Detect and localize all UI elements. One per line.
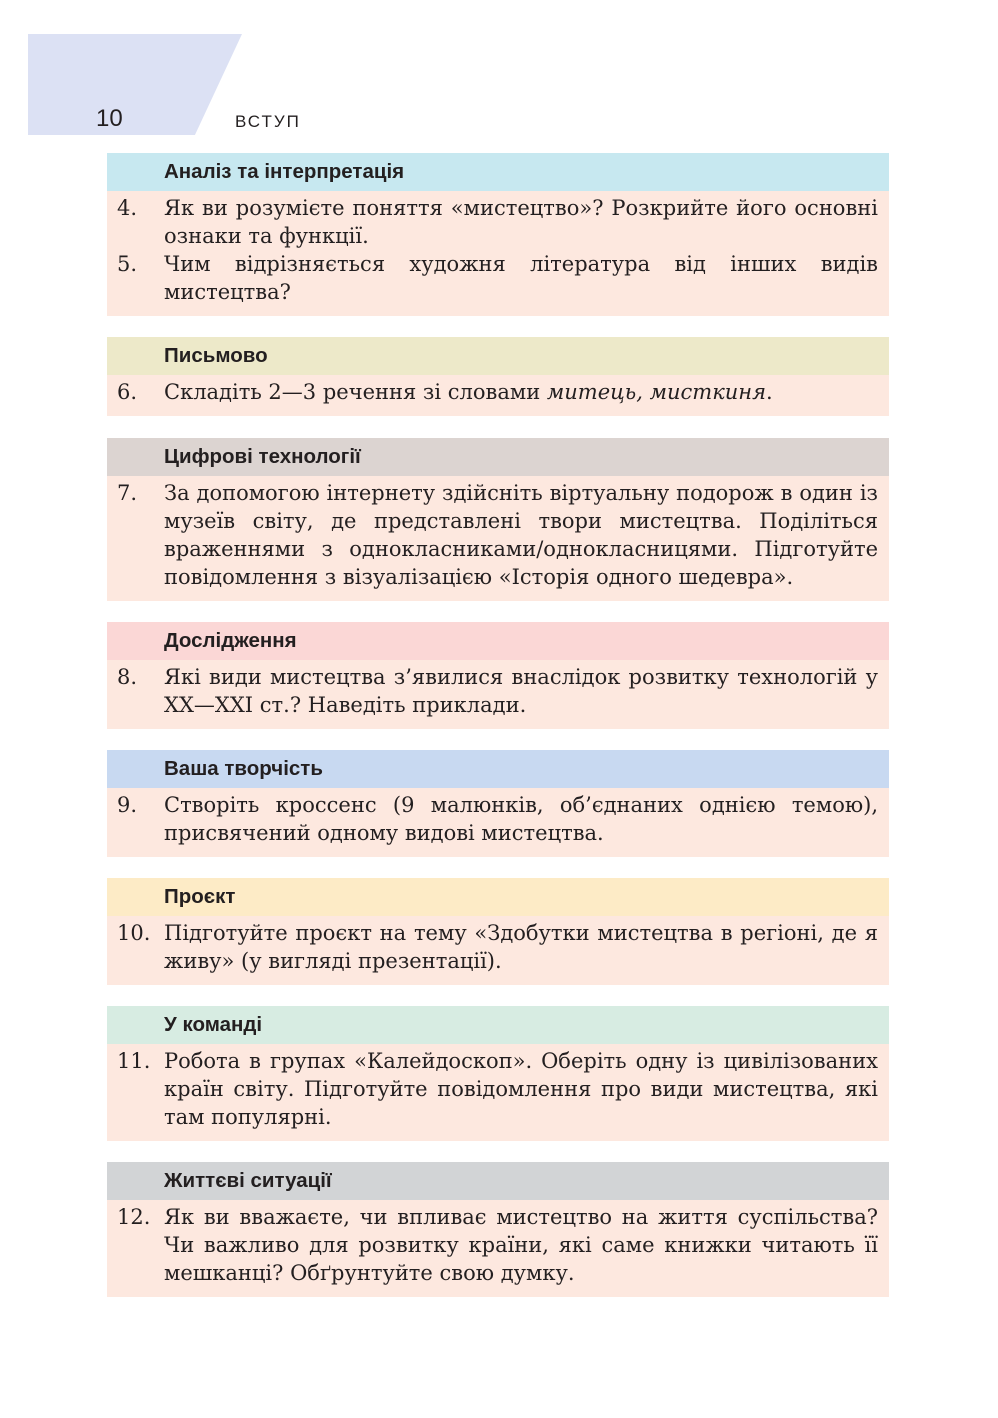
block-body xyxy=(107,916,889,985)
task-block-digital xyxy=(107,438,889,601)
block-title: Проєкт xyxy=(107,878,889,916)
task-block-project xyxy=(107,878,889,985)
block-body xyxy=(107,375,889,416)
block-title: Письмово xyxy=(107,337,889,375)
page-tab xyxy=(28,34,242,135)
block-title: Цифрові технології xyxy=(107,438,889,476)
block-title: Аналіз та інтерпретація xyxy=(107,153,889,191)
task-text: Які види мистецтва з’явилися внаслідок розвитку технологій у ХХ—ХХІ ст.? Наведіть приклади. xyxy=(164,665,878,717)
task-number: 4. xyxy=(117,196,138,220)
task-text: За допомогою інтернету здійсніть віртуальну подорож в один із музеїв світу, де представлені твори мистецтва. Поділіться враженнями з однокласниками/однокласницями. Підготуйте повідомлення з візуалізацією «Історія одного шедевра». xyxy=(164,481,878,589)
task-item xyxy=(117,250,878,306)
task-text: Робота в групах «Калейдоскоп». Оберіть одну із цивілізованих країн світу. Підготуйте повідомлення про види мистецтва, які там популярні. xyxy=(164,1049,878,1129)
block-title: Дослідження xyxy=(107,622,889,660)
task-text-main: Складіть 2—3 речення зі словами xyxy=(164,380,547,404)
block-body xyxy=(107,1044,889,1141)
task-item xyxy=(117,919,878,975)
task-block-writing xyxy=(107,337,889,416)
task-item xyxy=(117,378,878,406)
block-body xyxy=(107,476,889,601)
task-number: 6. xyxy=(117,380,138,404)
block-body xyxy=(107,1200,889,1297)
task-block-analysis xyxy=(107,153,889,316)
task-number: 11. xyxy=(117,1049,151,1073)
task-number: 12. xyxy=(117,1205,151,1229)
task-item xyxy=(117,194,878,250)
task-text: Створіть кроссенс (9 малюнків, об’єднаних однією темою), присвячений одному видові мистецтва. xyxy=(164,793,878,845)
task-text: Як ви розумієте поняття «мистецтво»? Розкрийте його основні ознаки та функції. xyxy=(164,196,878,248)
task-text: Чим відрізняється художня література від інших видів мистецтва? xyxy=(164,252,878,304)
task-block-life xyxy=(107,1162,889,1297)
task-block-creativity xyxy=(107,750,889,857)
task-item xyxy=(117,1203,878,1287)
block-body xyxy=(107,788,889,857)
task-item xyxy=(117,663,878,719)
block-title: Ваша творчість xyxy=(107,750,889,788)
section-label: ВСТУП xyxy=(235,112,301,131)
task-number: 7. xyxy=(117,481,138,505)
page-number: 10 xyxy=(96,105,123,132)
task-text-italic: митець, мисткиня xyxy=(546,380,767,404)
task-block-team xyxy=(107,1006,889,1141)
task-item xyxy=(117,479,878,591)
task-item xyxy=(117,1047,878,1131)
task-text-end: . xyxy=(766,380,773,404)
task-item xyxy=(117,791,878,847)
task-text: Як ви вважаєте, чи впливає мистецтво на життя суспільства? Чи важливо для розвитку країни, які саме книжки читають її мешканці? Обґрунтуйте свою думку. xyxy=(164,1205,878,1285)
task-number: 8. xyxy=(117,665,138,689)
block-title: Життєві ситуації xyxy=(107,1162,889,1200)
task-text xyxy=(164,378,878,406)
block-title: У команді xyxy=(107,1006,889,1044)
task-number: 10. xyxy=(117,921,151,945)
block-body xyxy=(107,191,889,316)
task-number: 9. xyxy=(117,793,138,817)
task-text: Підготуйте проєкт на тему «Здобутки мистецтва в регіоні, де я живу» (у вигляді презентації). xyxy=(164,921,878,973)
task-block-research xyxy=(107,622,889,729)
task-number: 5. xyxy=(117,252,138,276)
block-body xyxy=(107,660,889,729)
